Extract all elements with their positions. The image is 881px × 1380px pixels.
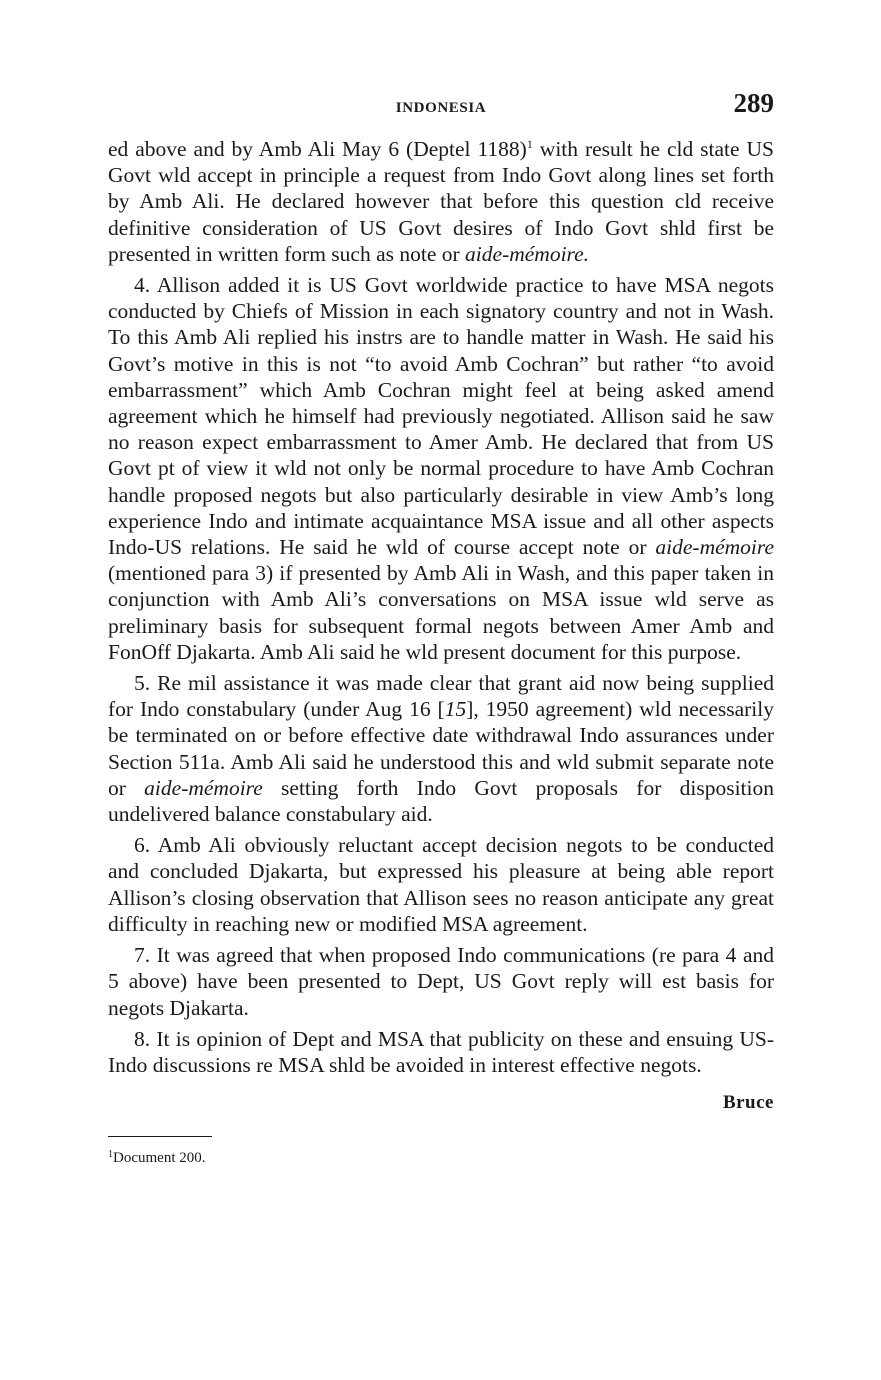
page-number: 289 [733,88,774,118]
text-run: 5. Re mil assistance it was made clear that grant aid now being supplied for Indo constabulary (under Aug 16 [ [108,671,774,722]
italic-text: 15 [444,697,467,722]
italic-text: aide-mémoire [144,775,263,800]
text-run: 6. Amb Ali obviously reluctant accept decision negots to be conducted and concluded Djakarta, but expressed his pleasure at being able report Allison’s closing observation that Allison sees no reason anticipate any great difficulty in reaching new or modified MSA agreement. [108,833,774,936]
footnote-divider [108,1136,212,1137]
document-page [108,88,774,1167]
footnote-reference: 1 [526,137,533,151]
body-text [108,136,774,1078]
paragraph-6 [108,832,774,937]
italic-text: aide-mémoire. [465,241,590,266]
text-run: 7. It was agreed that when proposed Indo communications (re para 4 and 5 above) have been presented to Dept, US Govt reply will est basis for negots Djakarta. [108,943,774,1020]
running-title: INDONESIA [395,100,487,116]
paragraph-8 [108,1026,774,1078]
italic-text: aide-mémoire [655,535,774,560]
running-head [108,88,774,128]
paragraph-4 [108,272,774,665]
paragraph-7 [108,942,774,1021]
footnote-text: Document 200. [113,1150,206,1167]
text-run: with result he cld state US Govt wld accept in principle a request from Indo Govt along lines set forth by Amb Ali. He declared however that before this question cld receive definitive consideration of US Govt desires of Indo Govt shld first be presented in written form such as note or [108,137,774,266]
text-run: setting forth Indo Govt proposals for disposition undelivered balance constabulary aid. [108,775,774,827]
paragraph-continuation [108,136,774,267]
text-run: 8. It is opinion of Dept and MSA that publicity on these and ensuing US-Indo discussions re MSA shld be avoided in interest effective negots. [108,1026,774,1077]
text-run: 4. Allison added it is US Govt worldwide practice to have MSA negots conducted by Chiefs of Mission in each signatory country and not in Wash. To this Amb Ali replied his instrs are to handle matter in Wash. He said his Govt’s motive in this is not “to avoid Amb Cochran” but rather “to avoid embarrassment” which Amb Cochran might feel at being asked amend agreement which he himself had previously negotiated. Allison said he saw no reason expect embarrassment to Amer Amb. He declared that from US Govt pt of view it wld not only be normal procedure to have Amb Cochran handle proposed negots but also particularly desirable in view Amb’s long experience Indo and intimate acquaintance MSA issue and all other aspects Indo-US relations. He said he wld of course accept note or [108,273,774,560]
text-run: (mentioned para 3) if presented by Amb Ali in Wash, and this paper taken in conjunction with Amb Ali’s conversations on MSA issue wld serve as preliminary basis for subsequent formal negots between Amer Amb and FonOff Djakarta. Amb Ali said he wld present document for this purpose. [108,561,774,664]
paragraph-5 [108,670,774,827]
footnote-marker: 1 [108,1149,113,1161]
text-run: ], 1950 agreement) wld necessarily be terminated on or before effective date withdrawal Indo assurances under Section 511a. Amb Ali said he understood this and wld submit separate note or [108,697,774,800]
signature [108,1092,774,1114]
signature-text: Bruce [722,1092,774,1114]
text-run: ed above and by Amb Ali May 6 (Deptel 1188) [108,137,527,161]
footnote [108,1149,774,1167]
